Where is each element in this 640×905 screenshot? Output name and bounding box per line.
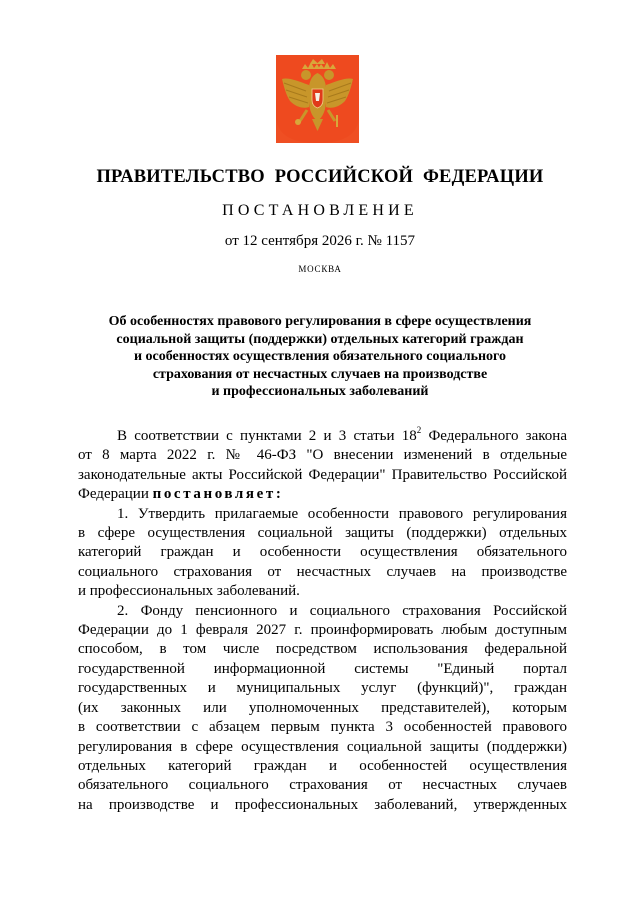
decree-date-number: от 12 сентября 2026 г. № 1157: [224, 233, 416, 249]
item2-line: государственных и муниципальных услуг (функций)", граждан: [78, 680, 567, 697]
item2-line: (их законных или уполномоченных представителей), которым: [78, 699, 567, 716]
preamble-text: В соответствии с пунктами 2 и 3 статьи 18: [117, 428, 417, 444]
preamble-line: [78, 485, 567, 504]
heading-line: и профессиональных заболеваний: [211, 384, 429, 399]
item1-line: в сфере осуществления социальной защиты (поддержки) отдельных: [78, 525, 567, 542]
preamble-line: от 8 марта 2022 г. № 46-ФЗ "О внесении изменений в отдельные: [78, 447, 567, 464]
item1-line: и профессиональных заболеваний.: [78, 583, 300, 600]
item2-line: в соответствии с абзацем первым пункта 3 особенностей правового: [78, 719, 567, 736]
document-body: [78, 427, 567, 815]
coat-of-arms-icon: [276, 55, 359, 143]
item2-line: отдельных категорий граждан и особенностей осуществления: [78, 757, 567, 774]
item1-line: социального страхования от несчастных случаев на производстве: [78, 563, 567, 580]
item1-line: 1. Утвердить прилагаемые особенности правового регулирования: [117, 505, 567, 522]
heading-line: Об особенностях правового регулирования в сфере осуществления: [108, 314, 532, 329]
heading-line: социальной защиты (поддержки) отдельных категорий граждан: [116, 331, 524, 347]
item2-line: обязательного социального страхования от несчастных случаев: [78, 777, 567, 794]
preamble-line: законодательные акты Российской Федерации" Правительство Российской: [78, 466, 567, 483]
superscript: 2: [416, 425, 422, 435]
government-title: ПРАВИТЕЛЬСТВО РОССИЙСКОЙ ФЕДЕРАЦИИ: [96, 167, 544, 187]
item2-line: на производстве и профессиональных заболеваний, утвержденных: [78, 796, 567, 813]
heading-line: страхования от несчастных случаев на производстве: [152, 366, 488, 382]
heading-line: и особенностях осуществления обязательного социального: [133, 349, 507, 364]
item2-line: 2. Фонду пенсионного и социального страхования Российской: [117, 602, 567, 619]
item2-line: регулирования в сфере осуществления социальной защиты (поддержки): [78, 738, 567, 755]
decision-word: постановляет:: [152, 486, 284, 503]
item2-line: способом, в том числе посредством использования федеральной: [78, 641, 567, 658]
preamble-line: [78, 427, 567, 446]
preamble-text: Федерации: [78, 486, 153, 503]
item1-line: категорий граждан и особенности осуществления обязательного: [78, 544, 567, 561]
item2-line: Федерации до 1 февраля 2027 г. проинформировать любым доступным: [78, 622, 567, 639]
city-name: МОСКВА: [298, 264, 342, 274]
document-type: ПОСТАНОВЛЕНИЕ: [222, 202, 418, 219]
document-heading: [60, 313, 580, 401]
item2-line: государственной информационной системы "Единый портал: [78, 660, 567, 677]
preamble-text: Федерального закона: [421, 428, 567, 444]
